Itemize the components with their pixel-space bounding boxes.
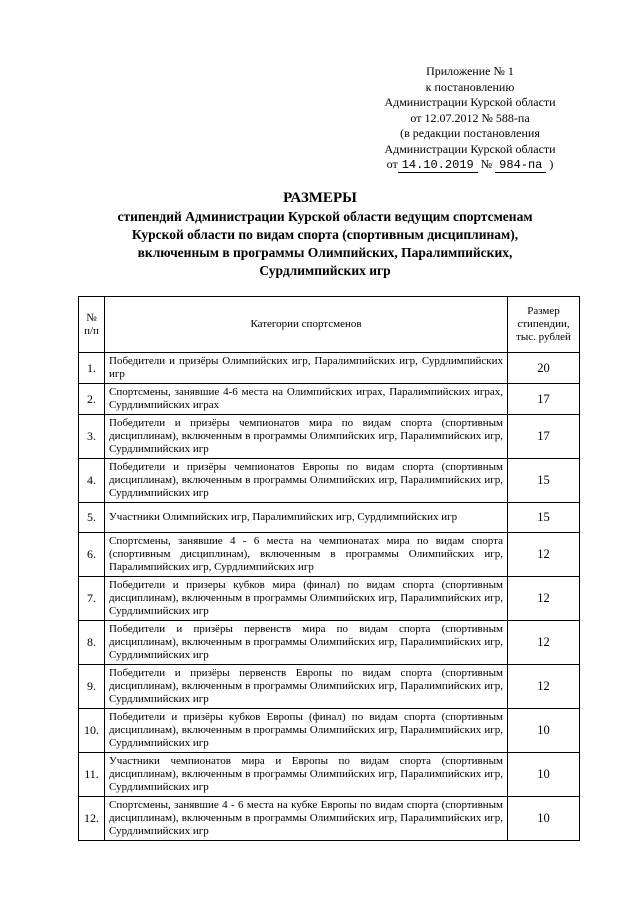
row-category: Победители и призёры Олимпийских игр, Паралимпийских игр, Сурдлимпийских игр (105, 353, 508, 384)
appendix-block (350, 64, 590, 173)
row-number: 12. (79, 797, 105, 841)
table-header-row (79, 297, 580, 353)
table-row (79, 503, 580, 533)
appendix-line: от 12.07.2012 № 588-па (410, 110, 530, 125)
row-number: 3. (79, 415, 105, 459)
table-row (79, 384, 580, 415)
number-prefix: № (480, 157, 493, 171)
table-row (79, 621, 580, 665)
appendix-line: Администрации Курской области (384, 95, 556, 109)
row-number: 2. (79, 384, 105, 415)
table-row (79, 459, 580, 503)
row-amount: 12 (508, 621, 580, 665)
table-row (79, 797, 580, 841)
header-category: Категории спортсменов (105, 297, 508, 353)
row-amount: 15 (508, 503, 580, 533)
row-number: 6. (79, 533, 105, 577)
row-number: 4. (79, 459, 105, 503)
row-category: Победители и призеры кубков мира (финал) по видам спорта (спортивным дисциплинам), включенным в программы Олимпийских игр, Паралимпийских игр, Сурдлимпийских игр (105, 577, 508, 621)
row-category: Победители и призёры первенств мира по видам спорта (спортивным дисциплинам), включенным в программы Олимпийских игр, Паралимпийских игр, Сурдлимпийских игр (105, 621, 508, 665)
date-prefix: от (386, 157, 398, 171)
row-amount: 10 (508, 709, 580, 753)
row-amount: 10 (508, 797, 580, 841)
row-number: 11. (79, 753, 105, 797)
document-subtitle (95, 208, 555, 280)
row-amount: 17 (508, 415, 580, 459)
row-amount: 12 (508, 577, 580, 621)
row-number: 7. (79, 577, 105, 621)
amendment-date-line (350, 157, 590, 173)
row-category: Участники Олимпийских игр, Паралимпийских игр, Сурдлимпийских игр (105, 503, 508, 533)
row-category: Участники чемпионатов мира и Европы по видам спорта (спортивным дисциплинам), включенным в программы Олимпийских игр, Паралимпийских игр, Сурдлимпийских игр (105, 753, 508, 797)
row-category: Победители и призёры кубков Европы (финал) по видам спорта (спортивным дисциплинам), включенным в программы Олимпийских игр, Паралимпийских игр, Сурдлимпийских игр (105, 709, 508, 753)
row-number: 5. (79, 503, 105, 533)
row-amount: 15 (508, 459, 580, 503)
appendix-line: к постановлению (425, 79, 515, 94)
header-number: № п/п (79, 297, 105, 353)
row-number: 8. (79, 621, 105, 665)
appendix-line: (в редакции постановления (400, 126, 540, 140)
subtitle-line: включенным в программы Олимпийских, Паралимпийских, (137, 245, 513, 260)
row-category: Спортсмены, занявшие 4 - 6 места на кубке Европы по видам спорта (спортивным дисциплинам), включенным в программы Олимпийских игр, Паралимпийских игр, Сурдлимпийских игр (105, 797, 508, 841)
row-category: Спортсмены, занявшие 4 - 6 места на чемпионатах мира по видам спорта (спортивным дисциплинам), включенным в программы Олимпийских игр, Паралимпийских игр, Сурдлимпийских игр (105, 533, 508, 577)
table-row (79, 577, 580, 621)
header-amount: Размер стипендии, тыс. рублей (508, 297, 580, 353)
row-number: 9. (79, 665, 105, 709)
amendment-number: 984-па (495, 159, 546, 173)
subtitle-line: стипендий Администрации Курской области ведущим спортсменам (117, 209, 533, 224)
table-row (79, 665, 580, 709)
row-category: Спортсмены, занявшие 4-6 места на Олимпийских играх, Паралимпийских играх, Сурдлимпийских играх (105, 384, 508, 415)
subtitle-line: Курской области по видам спорта (спортивным дисциплинам), (131, 227, 519, 242)
appendix-line: Администрации Курской области (384, 141, 556, 156)
table-row (79, 709, 580, 753)
row-category: Победители и призёры первенств Европы по видам спорта (спортивным дисциплинам), включенным в программы Олимпийских игр, Паралимпийских игр, Сурдлимпийских игр (105, 665, 508, 709)
document-title: РАЗМЕРЫ (283, 190, 357, 206)
row-amount: 10 (508, 753, 580, 797)
subtitle-line: Сурдлимпийских игр (259, 263, 391, 278)
row-number: 1. (79, 353, 105, 384)
table-row (79, 533, 580, 577)
stipend-table (78, 296, 580, 841)
appendix-line: Приложение № 1 (426, 64, 514, 78)
row-amount: 17 (508, 384, 580, 415)
row-category: Победители и призёры чемпионатов Европы по видам спорта (спортивным дисциплинам), включенным в программы Олимпийских игр, Паралимпийских игр, Сурдлимпийских игр (105, 459, 508, 503)
row-category: Победители и призёры чемпионатов мира по видам спорта (спортивным дисциплинам), включенным в программы Олимпийских игр, Паралимпийских игр, Сурдлимпийских игр (105, 415, 508, 459)
table-row (79, 753, 580, 797)
table-row (79, 353, 580, 384)
row-amount: 20 (508, 353, 580, 384)
row-amount: 12 (508, 665, 580, 709)
close-paren: ) (549, 157, 554, 171)
table-row (79, 415, 580, 459)
row-number: 10. (79, 709, 105, 753)
amendment-date: 14.10.2019 (398, 159, 478, 173)
row-amount: 12 (508, 533, 580, 577)
